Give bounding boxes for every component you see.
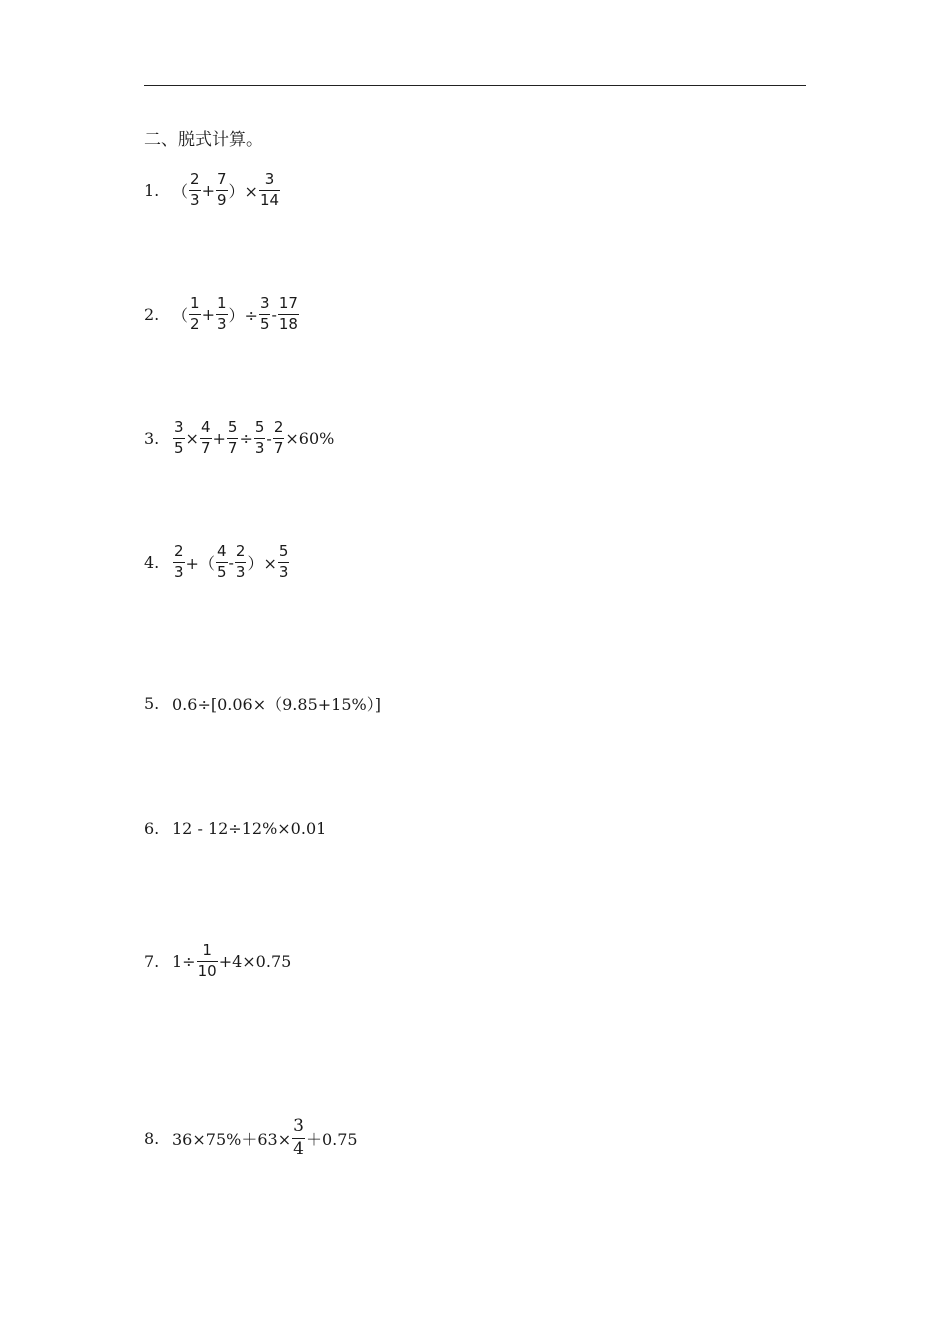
numerator: 17 [278, 294, 298, 313]
numerator: 3 [174, 418, 184, 437]
problem-2 [144, 289, 300, 339]
denominator: 5 [259, 314, 270, 333]
numerator: 3 [264, 170, 275, 189]
expression-text: + [212, 428, 226, 448]
problem-number: 8. [144, 1128, 160, 1148]
fraction [227, 419, 239, 457]
fraction [216, 171, 228, 209]
expression-text: +4×0.75 [218, 951, 292, 971]
numerator: 1 [190, 294, 200, 313]
fraction [278, 543, 290, 581]
expression-text: + [201, 180, 215, 200]
problem-number: 7. [144, 951, 160, 971]
fraction [216, 295, 228, 333]
fraction [173, 419, 185, 457]
problem-6 [144, 803, 326, 853]
numerator: 4 [200, 418, 211, 437]
numerator: 7 [216, 170, 227, 189]
denominator: 3 [190, 190, 200, 209]
expression-text: ＋0.75 [305, 1129, 358, 1149]
problem-1 [144, 165, 281, 215]
expression-text: ）× [247, 553, 277, 573]
problem-7 [144, 936, 291, 986]
denominator: 3 [254, 438, 265, 457]
fraction [200, 419, 212, 457]
denominator: 7 [273, 438, 284, 457]
numerator: 1 [202, 941, 212, 960]
fraction [235, 543, 247, 581]
fraction [259, 295, 271, 333]
denominator: 5 [216, 562, 227, 581]
denominator: 3 [174, 562, 184, 581]
denominator: 18 [278, 314, 298, 333]
expression-text: 1÷ [172, 951, 196, 971]
expression-text: （ [172, 305, 189, 325]
problem-number: 4. [144, 552, 160, 572]
numerator: 5 [278, 542, 289, 561]
denominator: 3 [235, 562, 246, 581]
expression-text: ）÷ [228, 305, 258, 325]
expression-text: - [228, 552, 234, 572]
expression-text: ×60% [285, 428, 335, 448]
denominator: 3 [278, 562, 289, 581]
expression-text: +（ [185, 553, 215, 573]
expression-text: 0.6÷[0.06×（9.85+15%）] [172, 694, 381, 714]
numerator: 2 [190, 170, 200, 189]
problem-3 [144, 413, 334, 463]
fraction [278, 295, 299, 333]
numerator: 3 [293, 1115, 304, 1136]
denominator: 4 [293, 1138, 304, 1159]
numerator: 2 [235, 542, 246, 561]
fraction [254, 419, 266, 457]
expression-text: - [271, 304, 277, 324]
denominator: 10 [197, 961, 217, 980]
numerator: 5 [254, 418, 265, 437]
numerator: 2 [273, 418, 284, 437]
problem-5 [144, 678, 381, 728]
numerator: 5 [227, 418, 238, 437]
denominator: 14 [259, 190, 280, 209]
fraction [292, 1117, 305, 1159]
fraction [189, 171, 201, 209]
problem-number: 3. [144, 428, 160, 448]
numerator: 3 [259, 294, 270, 313]
numerator: 4 [216, 542, 227, 561]
fraction [216, 543, 228, 581]
expression-text: 12 - 12÷12%×0.01 [172, 818, 327, 838]
denominator: 2 [190, 314, 200, 333]
expression-text: + [201, 304, 215, 324]
problem-number: 6. [144, 818, 160, 838]
numerator: 2 [174, 542, 184, 561]
problem-number: 2. [144, 304, 160, 324]
expression-text: ）× [228, 181, 258, 201]
problem-number: 1. [144, 180, 160, 200]
denominator: 9 [216, 190, 227, 209]
denominator: 5 [174, 438, 184, 457]
problem-number: 5. [144, 693, 160, 713]
expression-text: ÷ [239, 428, 253, 448]
section-heading: 二、脱式计算。 [144, 130, 263, 150]
fraction [273, 419, 285, 457]
fraction [173, 543, 185, 581]
numerator: 1 [216, 294, 227, 313]
fraction [259, 171, 280, 209]
denominator: 7 [200, 438, 211, 457]
problem-4 [144, 537, 290, 587]
expression-text: - [266, 428, 272, 448]
expression-text: × [185, 428, 199, 448]
expression-text: （ [172, 181, 189, 201]
denominator: 7 [227, 438, 238, 457]
denominator: 3 [216, 314, 227, 333]
expression-text: 36×75%＋63× [172, 1129, 292, 1149]
header-rule [144, 85, 806, 86]
fraction [189, 295, 201, 333]
fraction [197, 942, 218, 980]
problem-8 [144, 1113, 358, 1163]
